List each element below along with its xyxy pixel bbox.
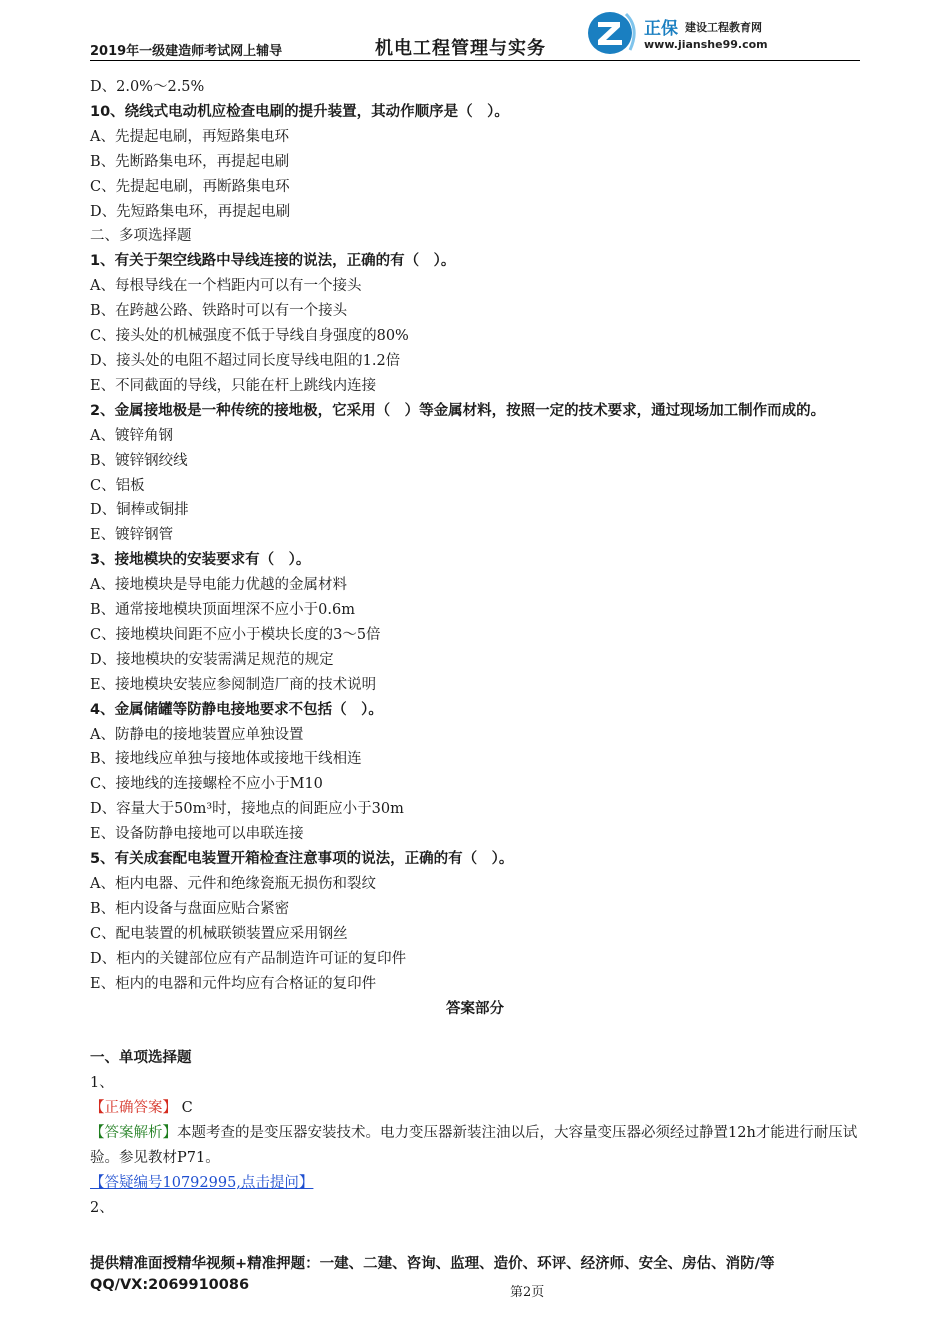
correct-answer-value: C [177, 1100, 193, 1117]
logo-mark-icon [586, 8, 642, 58]
page-number: 第2页 [510, 1285, 545, 1300]
mq1-option-b: B、在跨越公路、铁路时可以有一个接头 [90, 303, 348, 320]
header-exam-label: 2019年一级建造师考试网上辅导 [90, 44, 283, 59]
mq1-option-a: A、每根导线在一个档距内可以有一个接头 [90, 278, 362, 295]
mq4-option-c: C、接地线的连接螺栓不应小于M10 [90, 776, 323, 793]
q10-option-b: B、先断路集电环，再提起电刷 [90, 153, 290, 170]
mq4-option-a: A、防静电的接地装置应单独设置 [90, 726, 304, 743]
answer-2-number: 2、 [90, 1199, 114, 1216]
mq1-option-e: E、不同截面的导线，只能在杆上跳线内连接 [90, 377, 377, 394]
header-divider [90, 60, 860, 61]
mq4-stem: 4、金属储罐等防静电接地要求不包括（ ）。 [90, 701, 383, 718]
mq3-option-d: D、接地模块的安装需满足规范的规定 [90, 651, 334, 668]
page-header [90, 8, 860, 62]
mq2-option-c: C、铝板 [90, 477, 145, 494]
answer-analysis-label: 【答案解析】 [90, 1125, 177, 1142]
mq1-stem: 1、有关于架空线路中导线连接的说法，正确的有（ ）。 [90, 253, 456, 270]
logo-sub-text: 建设工程教育网 [685, 21, 762, 34]
logo-url-text: www.jianshe99.com [644, 38, 768, 51]
mq5-option-e: E、柜内的电器和元件均应有合格证的复印件 [90, 975, 377, 992]
mq3-option-a: A、接地模块是导电能力优越的金属材料 [90, 577, 347, 594]
mq4-option-e: E、设备防静电接地可以串联连接 [90, 826, 304, 843]
mq2-option-b: B、镀锌钢绞线 [90, 452, 188, 469]
mq4-option-b: B、接地线应单独与接地体或接地干线相连 [90, 751, 362, 768]
footer-contact-text: QQ/VX:2069910086 [90, 1277, 250, 1293]
mq5-option-d: D、柜内的关键部位应有产品制造许可证的复印件 [90, 950, 407, 967]
answer-single-choice-title: 一、单项选择题 [90, 1050, 192, 1067]
mq3-option-c: C、接地模块间距不应小于模块长度的3～5倍 [90, 626, 381, 643]
answer-1-number: 1、 [90, 1075, 114, 1092]
mq2-option-a: A、镀锌角钢 [90, 427, 173, 444]
question-10-stem: 10、绕线式电动机应检查电刷的提升装置，其动作顺序是（ ）。 [90, 103, 509, 120]
mq3-option-e: E、接地模块安装应参阅制造厂商的技术说明 [90, 676, 377, 693]
correct-answer-label: 【正确答案】 [90, 1100, 177, 1117]
mq1-option-c: C、接头处的机械强度不低于导线自身强度的80% [90, 328, 409, 345]
mq5-stem: 5、有关成套配电装置开箱检查注意事项的说法，正确的有（ ）。 [90, 851, 514, 868]
mq1-option-d: D、接头处的电阻不超过同长度导线电阻的1.2倍 [90, 352, 401, 369]
mq3-option-b: B、通常接地模块顶面埋深不应小于0.6m [90, 602, 355, 619]
answer-1-analysis [90, 1121, 860, 1171]
q10-option-d: D、先短路集电环，再提起电刷 [90, 203, 291, 220]
prev-question-option: D、2.0%～2.5% [90, 79, 205, 95]
site-logo[interactable] [586, 8, 786, 60]
mq2-option-d: D、铜棒或铜排 [90, 502, 189, 519]
mq4-option-d: D、容量大于50m³时，接地点的间距应小于30m [90, 801, 404, 818]
header-subject-title: 机电工程管理与实务 [375, 38, 546, 59]
blank-line [90, 1021, 860, 1046]
mq2-option-e: E、镀锌钢管 [90, 527, 174, 544]
mq5-option-b: B、柜内设备与盘面应贴合紧密 [90, 900, 290, 917]
mq2-stem: 2、金属接地极是一种传统的接地极，它采用（ ）等金属材料，按照一定的技术要求，通过现场加工制作而成的。 [90, 402, 826, 419]
logo-brand-text: 正保 [644, 19, 678, 39]
answer-section-title: 答案部分 [446, 1000, 504, 1017]
answer-1-question-link-row [90, 1171, 860, 1196]
document-body [90, 75, 860, 1221]
mq3-stem: 3、接地模块的安装要求有（ ）。 [90, 552, 311, 569]
footer-promo-text: 提供精准面授精华视频+精准押题：一建、二建、咨询、监理、造价、环评、经济师、安全、房估、消防/等 [90, 1256, 775, 1272]
answer-analysis-text: 本题考查的是变压器安装技术。电力变压器新装注油以后，大容量变压器必须经过静置12h才能进行耐压试验。参见教材P71。 [90, 1125, 858, 1166]
q10-option-c: C、先提起电刷，再断路集电环 [90, 178, 290, 195]
section-multiple-choice-title: 二、多项选择题 [90, 228, 192, 245]
mq5-option-c: C、配电装置的机械联锁装置应采用钢丝 [90, 925, 348, 942]
page-footer [90, 1252, 880, 1293]
ask-question-link[interactable]: 【答疑编号10792995,点击提问】 [90, 1174, 314, 1191]
answer-1-correct [90, 1096, 860, 1121]
q10-option-a: A、先提起电刷，再短路集电环 [90, 128, 289, 145]
mq5-option-a: A、柜内电器、元件和绝缘瓷瓶无损伤和裂纹 [90, 876, 376, 892]
